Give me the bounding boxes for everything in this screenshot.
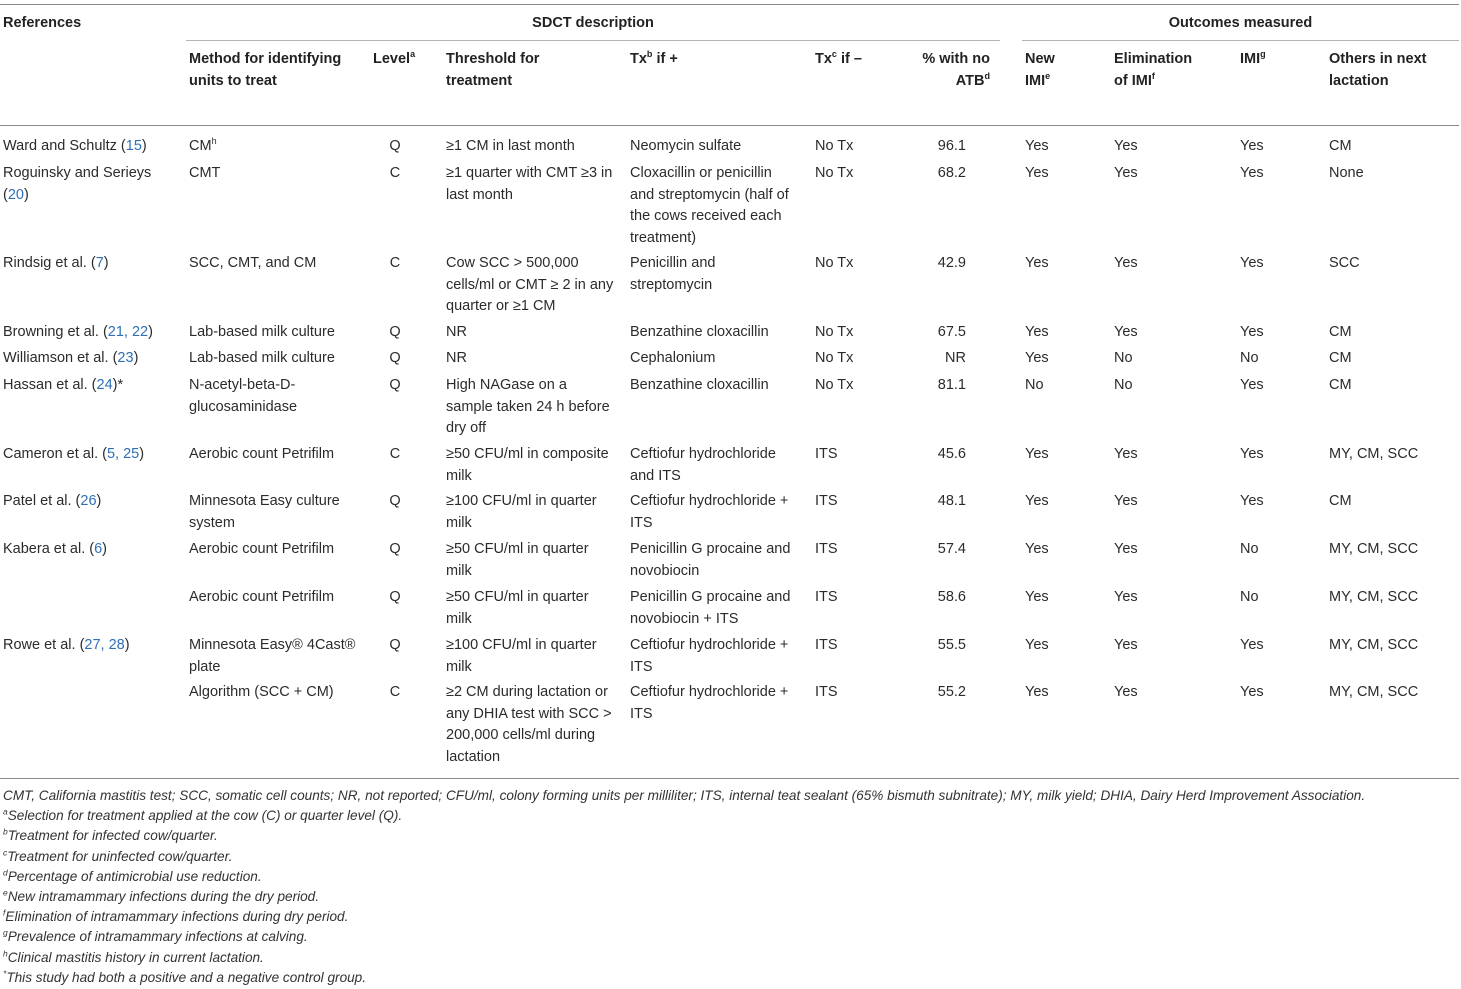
top-rule — [0, 4, 1459, 5]
level-cell: Q — [389, 138, 401, 154]
citation-link[interactable]: 23 — [117, 350, 134, 366]
tx-neg-cell: ITS — [815, 541, 838, 557]
elim-imi-cell: Yes — [1114, 446, 1138, 462]
tx-neg-cell: ITS — [815, 637, 838, 653]
others-cell: None — [1329, 165, 1364, 181]
threshold-cell: ≥2 CM during lactation or any DHIA test with SCC > 200,000 cells/ml during lactation — [446, 684, 612, 765]
others-cell: MY, CM, SCC — [1329, 637, 1419, 653]
threshold-cell: ≥100 CFU/ml in quarter milk — [446, 637, 597, 675]
new-imi-cell: Yes — [1025, 589, 1049, 605]
tx-pos-cell: Penicillin G procaine and novobiocin + ITS — [630, 589, 791, 627]
elim-imi-cell: Yes — [1114, 165, 1138, 181]
reference-cell: Cameron et al. (5, 25) — [3, 446, 145, 462]
new-imi-cell: Yes — [1025, 637, 1049, 653]
tx-pos-cell: Benzathine cloxacillin — [630, 324, 769, 340]
new-imi-cell: Yes — [1025, 255, 1049, 271]
elim-imi-cell: Yes — [1114, 138, 1138, 154]
elim-imi-cell: Yes — [1114, 589, 1138, 605]
header-tx-positive: Tx$^b$ if + — [630, 49, 678, 67]
footnote: $^b$Treatment for infected cow/quarter. — [3, 826, 218, 844]
new-imi-cell: Yes — [1025, 684, 1049, 700]
tx-pos-cell: Ceftiofur hydrochloride and ITS — [630, 446, 776, 484]
imi-cell: No — [1240, 350, 1259, 366]
tx-pos-cell: Ceftiofur hydrochloride + ITS — [630, 684, 789, 722]
method-cell: N-acetyl-beta-D-glucosaminidase — [189, 377, 298, 415]
citation-link[interactable]: 6 — [94, 541, 103, 557]
citation-link[interactable]: 27, 28 — [84, 637, 125, 653]
reference-cell: Rindsig et al. (7) — [3, 255, 109, 271]
tx-pos-cell: Penicillin and streptomycin — [630, 255, 716, 293]
tx-neg-cell: No Tx — [815, 165, 854, 181]
tx-pos-cell: Cephalonium — [630, 350, 716, 366]
method-cell: Minnesota Easy® 4Cast® plate — [189, 637, 356, 675]
reference-cell: Roguinsky and Serieys (20) — [3, 165, 152, 203]
others-cell: MY, CM, SCC — [1329, 684, 1419, 700]
level-cell: Q — [389, 541, 401, 557]
elim-imi-cell: No — [1114, 377, 1133, 393]
threshold-cell: ≥50 CFU/ml in composite milk — [446, 446, 609, 484]
new-imi-cell: Yes — [1025, 541, 1049, 557]
threshold-cell: Cow SCC > 500,000 cells/ml or CMT ≥ 2 in any quarter or ≥1 CM — [446, 255, 614, 314]
no-atb-cell: 55.5 — [937, 637, 966, 653]
reference-cell: Williamson et al. (23) — [3, 350, 139, 366]
footnote: $^g$Prevalence of intramammary infections at calving. — [3, 927, 308, 945]
new-imi-cell: Yes — [1025, 493, 1049, 509]
footnote: $^a$Selection for treatment applied at the cow (C) or quarter level (Q). — [3, 806, 403, 824]
header-no-atb: % with no ATB$^d$ — [922, 51, 990, 89]
tx-pos-cell: Benzathine cloxacillin — [630, 377, 769, 393]
imi-cell: Yes — [1240, 165, 1264, 181]
header-others: Others in next lactation — [1329, 51, 1427, 89]
threshold-cell: ≥50 CFU/ml in quarter milk — [446, 589, 589, 627]
others-cell: MY, CM, SCC — [1329, 541, 1419, 557]
header-new-imi: New IMIe — [1025, 51, 1055, 89]
others-cell: MY, CM, SCC — [1329, 589, 1419, 605]
elim-imi-cell: Yes — [1114, 324, 1138, 340]
tx-neg-cell: No Tx — [815, 324, 854, 340]
reference-cell: Hassan et al. (24)* — [3, 377, 124, 393]
level-cell: Q — [389, 324, 401, 340]
level-cell: Q — [389, 637, 401, 653]
header-level: Level$^a$ — [373, 49, 416, 67]
method-cell: Aerobic count Petrifilm — [189, 541, 335, 557]
tx-neg-cell: ITS — [815, 684, 838, 700]
threshold-cell: ≥50 CFU/ml in quarter milk — [446, 541, 589, 579]
no-atb-cell: 42.9 — [937, 255, 966, 271]
no-atb-cell: 45.6 — [937, 446, 966, 462]
citation-link[interactable]: 21, 22 — [107, 324, 149, 340]
header-method: Method for identifying units to treat — [189, 51, 342, 89]
elim-imi-cell: No — [1114, 350, 1133, 366]
new-imi-cell: Yes — [1025, 324, 1049, 340]
no-atb-cell: 55.2 — [937, 684, 966, 700]
tx-neg-cell: ITS — [815, 493, 838, 509]
no-atb-cell: 48.1 — [937, 493, 966, 509]
level-cell: C — [389, 255, 401, 271]
level-cell: C — [389, 684, 401, 700]
new-imi-cell: Yes — [1025, 350, 1049, 366]
method-cell: Lab-based milk culture — [189, 324, 335, 340]
citation-link[interactable]: 7 — [95, 255, 104, 271]
tx-neg-cell: No Tx — [815, 350, 854, 366]
others-cell: CM — [1329, 493, 1352, 509]
no-atb-cell: 57.4 — [937, 541, 966, 557]
footnote: *This study had both a positive and a negative control group. — [3, 968, 367, 985]
tx-neg-cell: No Tx — [815, 138, 854, 154]
elim-imi-cell: Yes — [1114, 541, 1138, 557]
outcomes-group-rule — [1022, 40, 1459, 41]
citation-link[interactable]: 5, 25 — [106, 446, 140, 462]
no-atb-cell: 67.5 — [937, 324, 966, 340]
level-cell: Q — [389, 377, 401, 393]
method-cell: SCC, CMT, and CM — [189, 255, 317, 271]
tx-pos-cell: Ceftiofur hydrochloride + ITS — [630, 493, 789, 531]
others-cell: SCC — [1329, 255, 1360, 271]
footnote: $^h$Clinical mastitis history in current lactation. — [3, 948, 264, 965]
header-outcomes-measured: Outcomes measured — [1168, 15, 1313, 31]
tx-pos-cell: Penicillin G procaine and novobiocin — [630, 541, 791, 579]
header-imi: IMI$^g$ — [1240, 49, 1266, 67]
header-threshold: Threshold for treatment — [446, 51, 540, 89]
tx-neg-cell: No Tx — [815, 255, 854, 271]
imi-cell: Yes — [1240, 446, 1264, 462]
others-cell: MY, CM, SCC — [1329, 446, 1419, 462]
imi-cell: Yes — [1240, 324, 1264, 340]
threshold-cell: ≥1 CM in last month — [446, 138, 575, 154]
threshold-cell: ≥1 quarter with CMT ≥3 in last month — [446, 165, 613, 203]
reference-cell: Browning et al. (21, 22) — [3, 324, 153, 340]
footnote: $^e$New intramammary infections during the dry period. — [3, 887, 320, 904]
method-cell: $CM^h$ — [189, 136, 217, 154]
others-cell: CM — [1329, 324, 1352, 340]
citation-link[interactable]: 26 — [80, 493, 97, 509]
no-atb-cell: NR — [945, 350, 966, 366]
method-cell: Lab-based milk culture — [189, 350, 335, 366]
citation-link[interactable]: 20 — [7, 186, 24, 203]
imi-cell: No — [1240, 541, 1259, 557]
tx-pos-cell: Neomycin sulfate — [630, 138, 742, 154]
imi-cell: Yes — [1240, 493, 1264, 509]
header-references: References — [3, 15, 82, 31]
footnote: $^f$Elimination of intramammary infections during dry period. — [3, 907, 349, 925]
footnote: $^d$Percentage of antimicrobial use reduction. — [3, 867, 262, 884]
reference-cell: Patel et al. (26) — [3, 493, 102, 509]
method-cell: Aerobic count Petrifilm — [189, 446, 335, 462]
method-cell: Aerobic count Petrifilm — [189, 589, 335, 605]
imi-cell: Yes — [1240, 138, 1264, 154]
new-imi-cell: No — [1025, 377, 1044, 393]
tx-neg-cell: ITS — [815, 446, 838, 462]
tx-neg-cell: ITS — [815, 589, 838, 605]
others-cell: CM — [1329, 138, 1352, 154]
method-cell: Algorithm (SCC + CM) — [189, 684, 334, 700]
header-tx-negative: Tx$^c$ if – — [815, 49, 862, 67]
tx-pos-cell: Cloxacillin or penicillin and streptomycin (half of the cows received each treatment) — [630, 165, 789, 246]
level-cell: C — [389, 446, 401, 462]
imi-cell: Yes — [1240, 255, 1264, 271]
method-cell: Minnesota Easy culture system — [189, 493, 340, 531]
tx-pos-cell: Ceftiofur hydrochloride + ITS — [630, 637, 789, 675]
header-elimination-imi: Elimination of IMI$^f$ — [1114, 51, 1193, 89]
citation-link[interactable]: 24 — [96, 377, 113, 393]
citation-link[interactable]: 15 — [125, 138, 142, 154]
level-cell: Q — [389, 350, 401, 366]
header-sdct-description: SDCT description — [532, 15, 654, 31]
elim-imi-cell: Yes — [1114, 684, 1138, 700]
new-imi-cell: Yes — [1025, 446, 1049, 462]
no-atb-cell: 96.1 — [937, 138, 966, 154]
imi-cell: Yes — [1240, 377, 1264, 393]
no-atb-cell: 68.2 — [937, 165, 966, 181]
new-imi-cell: Yes — [1025, 165, 1049, 181]
reference-cell: Kabera et al. (6) — [3, 541, 107, 557]
sdct-group-rule — [186, 40, 1000, 41]
imi-cell: Yes — [1240, 684, 1264, 700]
imi-cell: Yes — [1240, 637, 1264, 653]
level-cell: Q — [389, 589, 401, 605]
method-cell: CMT — [189, 165, 221, 181]
no-atb-cell: 58.6 — [937, 589, 966, 605]
threshold-cell: High NAGase on a sample taken 24 h before dry off — [446, 377, 610, 436]
tx-neg-cell: No Tx — [815, 377, 854, 393]
elim-imi-cell: Yes — [1114, 493, 1138, 509]
others-cell: CM — [1329, 350, 1352, 366]
reference-cell: Rowe et al. (27, 28) — [3, 637, 130, 653]
new-imi-cell: Yes — [1025, 138, 1049, 154]
elim-imi-cell: Yes — [1114, 255, 1138, 271]
no-atb-cell: 81.1 — [937, 377, 966, 393]
threshold-cell: ≥100 CFU/ml in quarter milk — [446, 493, 597, 531]
level-cell: Q — [389, 493, 401, 509]
level-cell: C — [389, 165, 401, 181]
others-cell: CM — [1329, 377, 1352, 393]
elim-imi-cell: Yes — [1114, 637, 1138, 653]
reference-cell: Ward and Schultz (15) — [3, 138, 147, 154]
footnote: CMT, California mastitis test; SCC, somatic cell counts; NR, not reported; CFU/ml, colony forming units per milliliter; ITS, internal teat sealant (65% bismuth subnitrate); MY, milk yield; DHIA, Dairy Herd Improvement Association. — [3, 788, 1366, 803]
imi-cell: No — [1240, 589, 1259, 605]
table-bottom-rule — [0, 778, 1459, 779]
footnote: $^c$Treatment for uninfected cow/quarter. — [3, 847, 233, 864]
threshold-cell: NR — [446, 350, 467, 366]
threshold-cell: NR — [446, 324, 467, 340]
header-bottom-rule — [0, 125, 1459, 126]
